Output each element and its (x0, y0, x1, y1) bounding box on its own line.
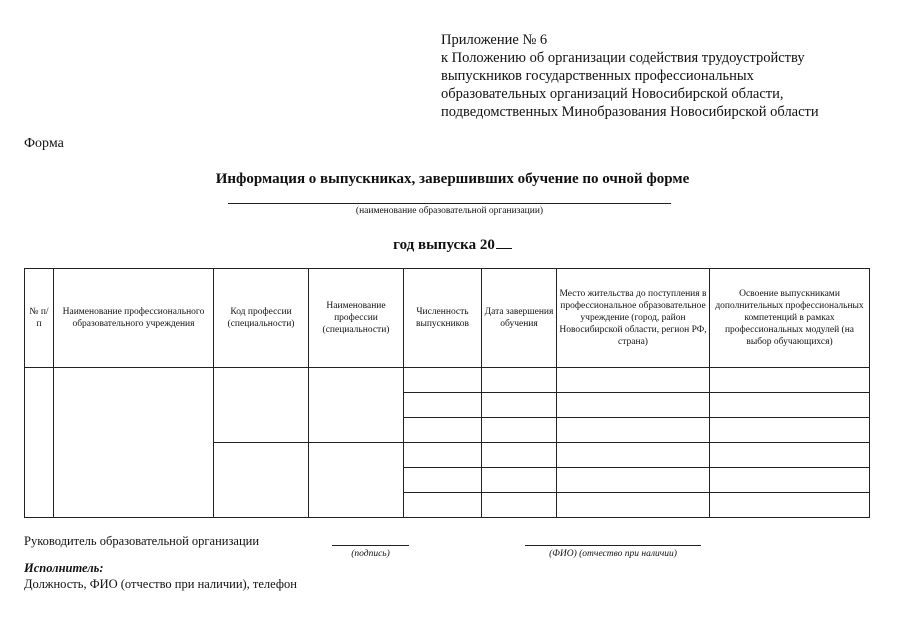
head-signature-label: Руководитель образовательной организации (24, 534, 260, 548)
header-cell: Наименование профессионального образовательного учреждения (54, 269, 214, 368)
org-name-caption: (наименование образовательной организации) (355, 206, 544, 216)
header-cell: Наименование профессии (специальности) (309, 269, 404, 368)
header-cell: Освоение выпускниками дополнительных профессиональных компетенций в рамках профессиональных модулей (на выбор обучающихся) (710, 269, 870, 368)
table-cell[interactable] (557, 418, 710, 443)
table-cell[interactable] (557, 468, 710, 493)
table-cell[interactable] (404, 493, 482, 518)
form-label: Форма (24, 136, 64, 151)
appendix-line: выпускников государственных профессиональных (441, 68, 754, 84)
table-cell[interactable] (710, 468, 870, 493)
table-cell[interactable] (309, 443, 404, 518)
table-cell[interactable] (25, 368, 54, 518)
table-cell[interactable] (214, 368, 309, 443)
graduates-table (24, 268, 870, 518)
year-blank-field (496, 234, 512, 249)
table-cell[interactable] (404, 418, 482, 443)
table-cell[interactable] (557, 368, 710, 393)
document-title: Информация о выпускниках, завершивших обучение по очной форме (215, 171, 690, 187)
table-cell[interactable] (54, 368, 214, 518)
executor-details: Должность, ФИО (отчество при наличии), телефон (24, 577, 297, 591)
header-cell: Код профессии (специальности) (214, 269, 309, 368)
table-row (25, 368, 870, 393)
table-cell[interactable] (710, 493, 870, 518)
table-cell[interactable] (710, 368, 870, 393)
appendix-line: Приложение № 6 (441, 32, 548, 48)
header-cell: Дата завершения обучения (482, 269, 557, 368)
table-cell[interactable] (557, 493, 710, 518)
table-cell[interactable] (710, 393, 870, 418)
table-cell[interactable] (214, 443, 309, 518)
graduation-year (0, 234, 905, 254)
table-cell[interactable] (404, 468, 482, 493)
signature-line (332, 545, 409, 546)
table-cell[interactable] (404, 368, 482, 393)
table-cell[interactable] (404, 393, 482, 418)
header-cell: № п/п (25, 269, 54, 368)
appendix-line: образовательных организаций Новосибирской области, (441, 86, 784, 102)
signature-caption: (подпись) (351, 549, 390, 559)
table-cell[interactable] (482, 443, 557, 468)
table-cell[interactable] (482, 393, 557, 418)
appendix-line: подведомственных Минобразования Новосибирской области (441, 104, 819, 120)
table-cell[interactable] (557, 443, 710, 468)
header-cell: Место жительства до поступления в профессиональное образовательное учреждение (город, район Новосибирской области, регион РФ, страна) (557, 269, 710, 368)
graduation-year-label: год выпуска 20 (393, 237, 495, 253)
table-cell[interactable] (482, 493, 557, 518)
header-cell: Численность выпускников (404, 269, 482, 368)
table-cell[interactable] (482, 468, 557, 493)
table-cell[interactable] (404, 443, 482, 468)
full-name-line (525, 545, 701, 546)
appendix-block (441, 31, 881, 121)
table-header-row (25, 269, 870, 368)
table-cell[interactable] (482, 418, 557, 443)
full-name-caption: (ФИО) (отчество при наличии) (549, 549, 677, 559)
table-cell[interactable] (309, 368, 404, 443)
appendix-line: к Положению об организации содействия трудоустройству (441, 50, 805, 66)
executor-label: Исполнитель: (24, 561, 104, 575)
table-cell[interactable] (710, 443, 870, 468)
org-name-line (228, 203, 671, 204)
table-cell[interactable] (482, 368, 557, 393)
table-cell[interactable] (710, 418, 870, 443)
table-cell[interactable] (557, 393, 710, 418)
